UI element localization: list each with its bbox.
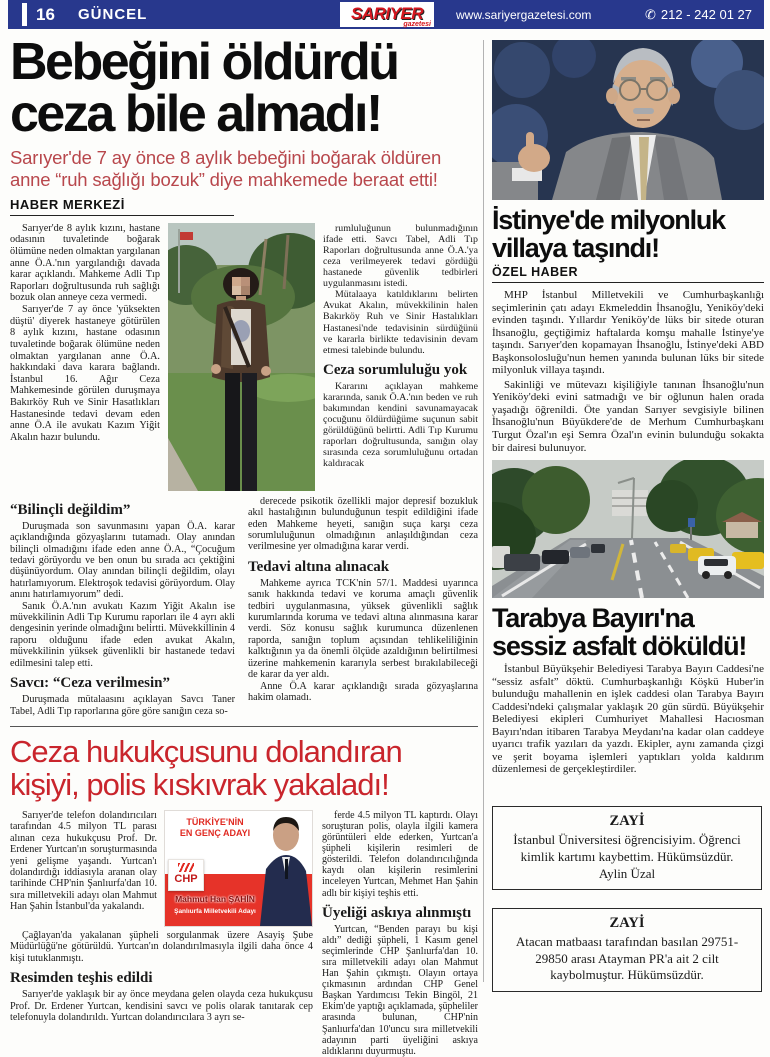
logo-text: SARIYER <box>350 4 424 23</box>
baby-column-b <box>248 496 478 717</box>
photo-accused-mother <box>168 223 315 491</box>
logo-subtext: gazetesi <box>403 21 431 28</box>
candidate-name: Mahmut Han ŞAHİN <box>175 893 255 904</box>
paragraph: Duruşmada mütalaasını açıklayan Savcı Taner Tabel, Adli Tıp raporlarına göre göre sanığın ceza so- <box>10 694 235 717</box>
lost-notice-2 <box>492 908 762 992</box>
paragraph: MHP İstanbul Milletvekili ve Cumhurbaşkanlığı seçimlerinin çatı adayı Ekmeleddin İhsanoğlu, Yeniköy'deki evinden taşındı. Yıllardır Yeniköy'de lüks bir sitede oturan İhsanoğlu, geçtiğimiz haftalarda komşu mahalle İstinye'ye taşındı. Sarıyer'den kopamayan İhsanoğlu, İstinye'deki ABD Başkonsolosluğu'nun hemen yanında bulunan lüks bir sitede milyonluk villaya taşındı. <box>492 289 764 377</box>
headline-villa: İstinye'de milyonluk villaya taşındı! <box>492 205 725 264</box>
paragraph: Çağlayan'da yakalanan şüpheli sorgulanmak üzere Asayiş Şube Müdürlüğü'ne götürüldü. Yurtcan'ın dolandırılmasıyla ilgili daha önce 4 kişi tutuklanmıştı. <box>10 929 313 964</box>
subhead-bilincli-degildim: “Bilinçli değildim” <box>10 501 131 518</box>
chp-campaign-photo <box>164 810 313 927</box>
photo-ihsanoglu <box>492 40 764 200</box>
paragraph: Yurtcan, “Benden parayı bu kişi aldı” dediği şüpheli, 1 Kasım genel seçimlerinde CHP Şanlıurfa'dan 10. sıra milletvekili adayı olan Mahmut Han Şahin çıkmıştı. Olayın ortaya çıkmasının ardından CHP Genel Başkan Yardımcısı Tekin Bingöl, 21 Ekim'de yaptığı açıklamada, şüpheliler arasında bulunan, CHP'nin Şanlıurfa'dan 10'uncu sıra milletvekili adayının parti üyeliğini askıya aldıklarını duyurmuştu. <box>322 923 478 1057</box>
paragraph: ferde 4.5 milyon TL kaptırdı. Olayı soruşturan polis, olayla ilgili kamera görüntüleri elde ederken, Yurtcan'a şüpheli kişilerin resimleri de gösterildi. Telefon dolandırıcılığında kaydı olan kişilerin resimlerini inceleyen Yurtcan, Mehmet Han Şahin adlı bir kişiyi teşhis etti. <box>322 809 478 899</box>
subhead-ceza-sorumlulugu: Ceza sorumluluğu yok <box>323 361 468 378</box>
paragraph: Kararını açıklayan mahkeme kararında, sanık Ö.A.'nın beden ve ruh bakımından kendini savunamayacak çocuğunu öldürdüğüme suçunun sabit görüldüğünü belirtti. Adli Tıp Kurumu raporları doğrultusunda, sanığın olay sırasında ceza sorumluluğunu ortadan kaldıracak <box>323 380 478 470</box>
phone-value: 212 - 242 01 27 <box>660 7 752 22</box>
chp-party-label: CHP <box>174 872 198 885</box>
chp-slogan <box>169 817 261 840</box>
baby-bottom-columns <box>10 496 478 717</box>
phone-icon: ✆ <box>645 7 656 22</box>
article-asphalt <box>492 604 764 776</box>
paragraph: Sarıyer'de 8 aylık kızını, hastane odasının tuvaletinde boğarak ölümüne neden olmaktan yargılanan anne Ö.A.'nın yargılandığı davada karar açıklandı. Mahkeme Adli Tıp Raporları doğrultusunda ruh sağlığı bozuk olan anneye ceza vermedi. <box>10 222 160 304</box>
subhead-resimden-teshis: Resimden teşhis edildi <box>10 970 153 987</box>
masthead-bar <box>8 0 764 29</box>
fraud-wide-column <box>10 930 313 1024</box>
byline-haber-merkezi: HABER MERKEZİ <box>10 197 234 216</box>
photo-tarabya-street <box>492 460 764 598</box>
headline-asphalt: Tarabya Bayırı'na sessiz asfalt döküldü! <box>492 603 747 662</box>
baby-column-1 <box>10 223 160 491</box>
article-villa <box>492 206 764 454</box>
paragraph: Sanık Ö.A.'nın avukatı Kazım Yiğit Akalın ise müvekkilinin Adli Tıp Kurumu raporları ile 4 ayrı akli dengesinin yerinde olmadığını belirtti. Müvekkillinin 4 raporu olduğunu ifade eden avukat Akalın, müvekkilinin yüksek güvenlikli bir hastanede tedavi edilmesini talep etti. <box>10 600 235 669</box>
newspaper-logo <box>340 2 434 27</box>
candidate-portrait <box>256 811 312 926</box>
article-fraud <box>10 735 478 1057</box>
paragraph: Mütalaaya katıldıklarını belirten Avukat Akalın, müvekkilinin halen Bakırköy Ruh ve Sinir Hastalıkları Hastanesi'nde tedavisinin sürdüğünü ve kararla birlikte tedavisinin devam etmesi talebinde bulundu. <box>323 289 478 356</box>
page-number: 16 <box>22 3 55 26</box>
baby-top-columns <box>10 223 478 491</box>
paragraph: rumluluğunun bulunmadığının ifade etti. Savcı Tabel, Adli Tıp Raporları doğrultusunda anne Ö.A.'ya ceza verilmeyerek tedavi gördüğü hastanede güvenlik tedbirleri uygulanmasını istedi. <box>323 222 478 290</box>
baby-column-a <box>10 496 235 717</box>
chp-slogan-line2: EN GENÇ ADAYI <box>179 828 251 839</box>
lost-notice-title: ZAYİ <box>609 813 645 829</box>
subhead-tedavi: Tedavi altına alınacak <box>248 558 390 575</box>
fraud-column-1 <box>10 810 157 927</box>
website-url: www.sariyergazetesi.com <box>456 8 592 22</box>
chp-slogan-line1: TÜRKİYE'NİN <box>186 816 244 827</box>
paragraph: Sarıyer'de 7 ay önce 'yüksekten düştü' diyerek hastaneye götürülen 8 aylık kızını, hastane odasının tuvaletinde boğarak ölümüne neden olmaktan yargılanan anne Ö.A. hakkındaki dava karara bağlandı. İstanbul 16. Ağır Ceza Mahkemesinde görülen duruşmaya Bakırköy Ruh ve Sinir Hasatlıkları Hastanesinde tedavi devam eden anne Ö.A ile avukatı Kazım Yiğit Akalın hazır bulundu. <box>10 304 160 443</box>
left-section <box>10 33 478 1057</box>
byline-ozel-haber: ÖZEL HABER <box>492 265 764 283</box>
lost-notice-1 <box>492 806 762 890</box>
headline-fraud: Ceza hukukçusunu dolandıran kişiyi, polis kıskıvrak yakaladı! <box>10 733 402 803</box>
fraud-column-3 <box>322 810 478 1057</box>
chp-logo <box>168 859 204 891</box>
headline-baby: Bebeğini öldürdü ceza bile almadı! <box>10 33 398 143</box>
lost-notice-signature: Aylin Üzal <box>598 866 656 882</box>
subhead-uyelik: Üyeliği askıya alınmıştı <box>322 904 472 921</box>
article-divider <box>10 726 478 727</box>
section-title: GÜNCEL <box>78 6 148 23</box>
paragraph: Anne Ö.A karar açıklandığı sırada gözyaşlarına hakim olamadı. <box>248 680 478 703</box>
paragraph: derecede psikotik özellikli major depresif bozukluk akıl hastalığının bulunduğunun tespit edildiğini ifade eden Mahkeme heyeti, sanığın suça karşı ceza sorumluluğunun olmadığının anlaşıldığından ceza verilmesine yer olmadığına karar verdi. <box>248 495 478 553</box>
lost-notice-body: İstanbul Üniversitesi öğrencisiyim. Öğrenci kimlik kartımı kaybettim. Hükümsüzdür. <box>513 832 741 864</box>
column-divider <box>483 40 484 982</box>
baby-column-2 <box>323 223 478 491</box>
phone-number <box>645 7 752 23</box>
subhead-savci: Savcı: “Ceza verilmesin” <box>10 675 170 692</box>
subheadline-baby: Sarıyer'de 7 ay önce 8 aylık bebeğini boğarak öldüren anne “ruh sağlığı bozuk” diye mahkemede beraat etti! <box>10 147 442 190</box>
fraud-left-group <box>10 810 313 1057</box>
right-section <box>492 40 764 986</box>
paragraph: Sakinliği ve mütevazı kişiliğiyle tanınan İhsanoğlu'nun Yeniköy'deki evini satmadığı ve bir oğlunun halen orada yaşadığı öğrenildi. Öte yandan Sarıyer sevgisiyle bilinen İhsanoğlu'nun Büyükdere'de de Merhum Cumhurbaşkanı Turgut Özal'ın eşi Semra Özal'ın evinin bulunduğu sokakta bir dairesi bulunuyor. <box>492 378 764 454</box>
chp-six-arrows-icon <box>178 863 194 872</box>
paragraph: Duruşmada son savunmasını yapan Ö.A. karar açıklandığında gözyaşlarını tutamadı. Olay anından bilinçli olmadığını ifade eden anne Ö.A., “Çocuğum tedavi görüyordu ve ben onun bu sırada acı çektiğini düşünüyordum. Olay anından bilinçli değildim, olayı hatırlamıyorum. Elektroşok tedavisi görüyordum. Olay anını hatırlamıyorum” dedi. <box>10 520 235 601</box>
candidate-title: Şanlıurfa Milletvekili Adayı <box>174 907 256 915</box>
lost-notice-title: ZAYİ <box>609 915 645 931</box>
paragraph: Mahkeme ayrıca TCK'nin 57/1. Maddesi uyarınca sanık hakkında tedavi ve koruma amaçlı güvenlik tedbiri uygulanmasına, yüksek güvenlikli sağlık kurumlarında koruma ve tedavi altına alınmasına karar verdi. Söz konusu sağlık kurumunca düzenlenen raporda, sanığın toplum açısından tehlikeliliğinin kalktığının ya da önemli ölçüde azaldığının belirtilmesi üzerine mahkemenin kararıyla serbest bırakılabileceği de karar da yer aldı. <box>248 577 478 681</box>
paragraph: Sarıyer'de telefon dolandırıcıları tarafından 4.5 milyon TL parası alınan ceza hukukçusu Prof. Dr. Erdener Yurtcan'ın soruşturmasında yeni gelişme yaşandı. Yurtcan'ı dolandırdığı iddiasıyla aranan olay tarihinde CHP'nin Şanlıurfa'dan 10. sıra milletvekili adayı olan Mahmut Han Şahin İstanbul'da yakalandı. <box>10 809 157 913</box>
paragraph: İstanbul Büyükşehir Belediyesi Tarabya Bayırı Caddesi'ne “sessiz asfalt” döktü. Cumhurbaşkanlığı Köşkü Huber'in bulunduğu mahallenin en işlek caddesi olan Tarabya Bayırı Caddesi'ndeki çalışmalar yaklaşık 20 gün sürdü. Büyükşehir Belediyesi ekipleri Cumhuriyet Mahallesi Hacıosman Bayırı'ndan itibaren Tarabya Meydanı'na kadar olan caddeye uyarıcı trafik yazıları da yazdı. Ekipler, aynı zamanda çizgi ve şerit boyama işlemleri yaptıkları yolda kaldırım düzenlemesi de gerçekleştirdiler. <box>492 663 764 776</box>
lost-notice-body: Atacan matbaası tarafından basılan 29751-29850 arası Atayman PR'a ait 2 cilt kaybolmuştur. Hükümsüzdür. <box>515 934 739 983</box>
article-baby <box>10 33 478 717</box>
paragraph: Sarıyer'de yaklaşık bir ay önce meydana gelen olayda ceza hukukçusu Prof. Dr. Erdener Yurtcan, kendisini savcı ve polis olarak tanıtarak cep telefonuyla dolandırıldı. Yurtcan dolandırıcılara 3 ayrı se- <box>10 989 313 1024</box>
